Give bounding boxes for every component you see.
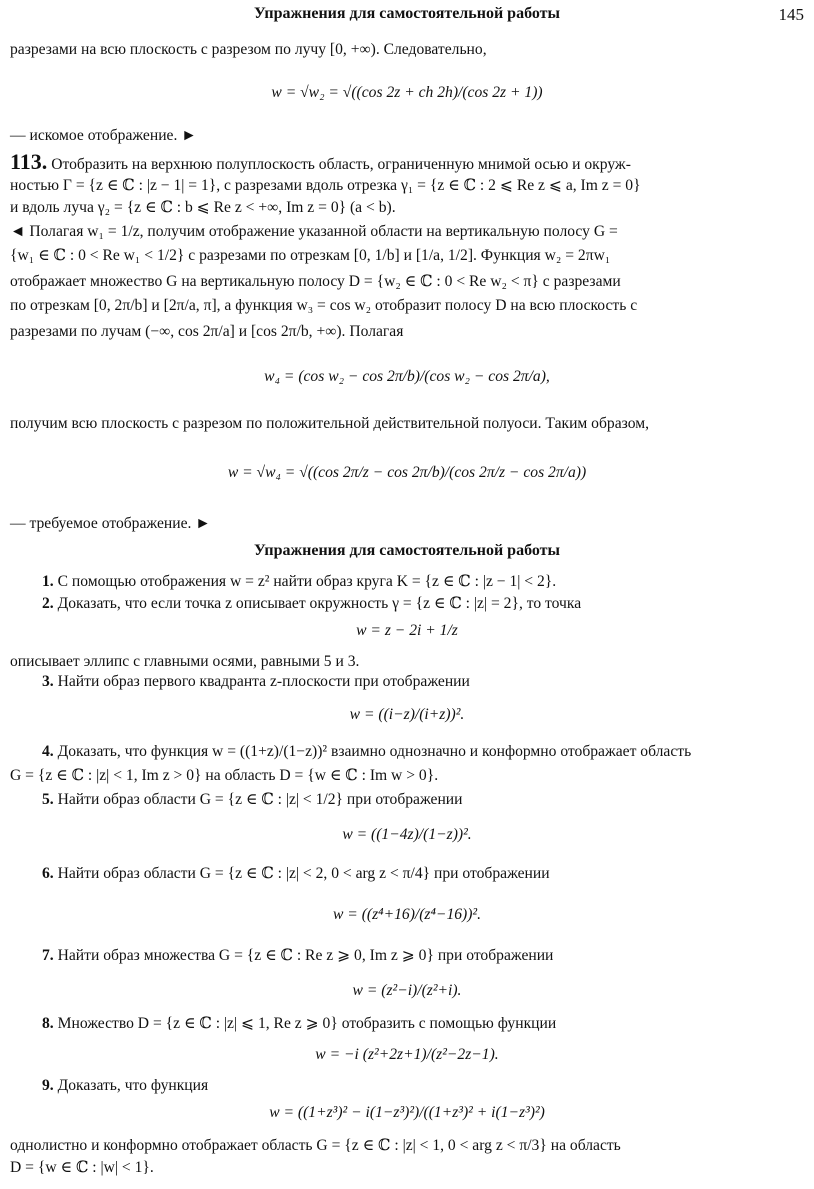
- text-line: Найти образ области G = {z ∈ ℂ : |z| < 2, 0 < arg z < π/4} при отображении: [57, 865, 550, 882]
- text-line: G = {z ∈ ℂ : |z| < 1, Im z > 0} на область D = {w ∈ ℂ : Im w > 0}.: [10, 767, 439, 784]
- problem-113-line: [10, 149, 804, 175]
- formula: w = ((z⁴+16)/(z⁴−16))².: [333, 906, 481, 923]
- item-number: 5.: [42, 791, 54, 808]
- formula: w = z − 2i + 1/z: [356, 622, 458, 639]
- formula: w = √w₂ = √((cos 2z + ch 2h)/(cos 2z + 1)): [271, 84, 543, 101]
- item-number: 8.: [42, 1015, 54, 1032]
- text-line: по отрезкам [0, 2π/b] и [2π/a, π], а функция w₃ = cos w₂ отобразит полосу D на всю плоскость с: [10, 297, 638, 314]
- text-line: разрезами на всю плоскость с разрезом по лучу [0, +∞). Следовательно,: [10, 41, 487, 58]
- text-line: С помощью отображения w = z² найти образ круга K = {z ∈ ℂ : |z − 1| < 2}.: [57, 573, 557, 590]
- item-number: 3.: [42, 673, 54, 690]
- text-line: отображает множество G на вертикальную полосу D = {w₂ ∈ ℂ : 0 < Re w₂ < π} с разрезами: [10, 273, 621, 290]
- item-number: 1.: [42, 573, 54, 590]
- text-line: описывает эллипс с главными осями, равными 5 и 3.: [10, 653, 360, 670]
- text-line: — требуемое отображение. ►: [10, 515, 211, 532]
- text-line: Доказать, что функция w = ((1+z)/(1−z))² взаимно однозначно и конформно отображает область: [57, 743, 692, 760]
- text-line: и вдоль луча γ₂ = {z ∈ ℂ : b ⩽ Re z < +∞, Im z = 0} (a < b).: [10, 199, 396, 216]
- formula: w = ((i−z)/(i+z))².: [349, 706, 465, 723]
- exercise-3: [10, 672, 804, 692]
- formula: w = −i (z²+2z+1)/(z²−2z−1).: [315, 1046, 499, 1063]
- formula: w = ((1−4z)/(1−z))².: [342, 826, 472, 843]
- formula: w₄ = (cos w₂ − cos 2π/b)/(cos w₂ − cos 2π/a),: [264, 368, 550, 385]
- text-line: {w₁ ∈ ℂ : 0 < Re w₁ < 1/2} с разрезами по отрезкам [0, 1/b] и [1/a, 1/2]. Функция w₂ = 2πw₁: [10, 247, 611, 264]
- exercise-6: [10, 864, 804, 884]
- text-line: Найти образ области G = {z ∈ ℂ : |z| < 1/2} при отображении: [57, 791, 463, 808]
- item-number: 4.: [42, 743, 54, 760]
- exercise-9: [10, 1076, 804, 1096]
- text-line: ностью Γ = {z ∈ ℂ : |z − 1| = 1}, с разрезами вдоль отрезка γ₁ = {z ∈ ℂ : 2 ⩽ Re z ⩽ a, Im z = 0}: [10, 177, 641, 194]
- exercise-7: [10, 946, 804, 966]
- text-line: — искомое отображение. ►: [10, 127, 197, 144]
- text-line: Множество D = {z ∈ ℂ : |z| ⩽ 1, Re z ⩾ 0} отобразить с помощью функции: [57, 1015, 557, 1032]
- text-line: D = {w ∈ ℂ : |w| < 1}.: [10, 1159, 154, 1176]
- text-line: Найти образ первого квадранта z-плоскости при отображении: [57, 673, 470, 690]
- text-line: однолистно и конформно отображает область G = {z ∈ ℂ : |z| < 1, 0 < arg z < π/3} на область: [10, 1137, 621, 1154]
- section-title: Упражнения для самостоятельной работы: [253, 542, 561, 559]
- text-line: разрезами по лучам (−∞, cos 2π/a] и [cos 2π/b, +∞). Полагая: [10, 323, 404, 340]
- text-line: Найти образ множества G = {z ∈ ℂ : Re z ⩾ 0, Im z ⩾ 0} при отображении: [57, 947, 554, 964]
- exercise-4: [10, 742, 804, 762]
- text-line: Отобразить на верхнюю полуплоскость область, ограниченную мнимой осью и окруж-: [51, 156, 631, 173]
- exercise-8: [10, 1014, 804, 1034]
- formula: w = √w₄ = √((cos 2π/z − cos 2π/b)/(cos 2π/z − cos 2π/a)): [227, 464, 587, 481]
- formula: w = (z²−i)/(z²+i).: [352, 982, 462, 999]
- exercise-5: [10, 790, 804, 810]
- text-line: Доказать, что если точка z описывает окружность γ = {z ∈ ℂ : |z| = 2}, то точка: [57, 595, 582, 612]
- item-number: 2.: [42, 595, 54, 612]
- item-number: 6.: [42, 865, 54, 882]
- text-line: ◄ Полагая w₁ = 1/z, получим отображение указанной области на вертикальную полосу G =: [10, 223, 618, 240]
- page-number: 145: [778, 5, 804, 24]
- item-number: 7.: [42, 947, 54, 964]
- formula: w = ((1+z³)² − i(1−z³)²)/((1+z³)² + i(1−z³)²): [269, 1104, 545, 1121]
- text-line: получим всю плоскость с разрезом по положительной действительной полуоси. Таким образом,: [10, 415, 649, 432]
- exercise-2: [10, 594, 804, 614]
- text-line: Доказать, что функция: [57, 1077, 209, 1094]
- running-header: Упражнения для самостоятельной работы: [253, 5, 561, 22]
- exercise-1: [10, 572, 804, 592]
- item-number: 9.: [42, 1077, 54, 1094]
- problem-number: 113.: [10, 149, 48, 174]
